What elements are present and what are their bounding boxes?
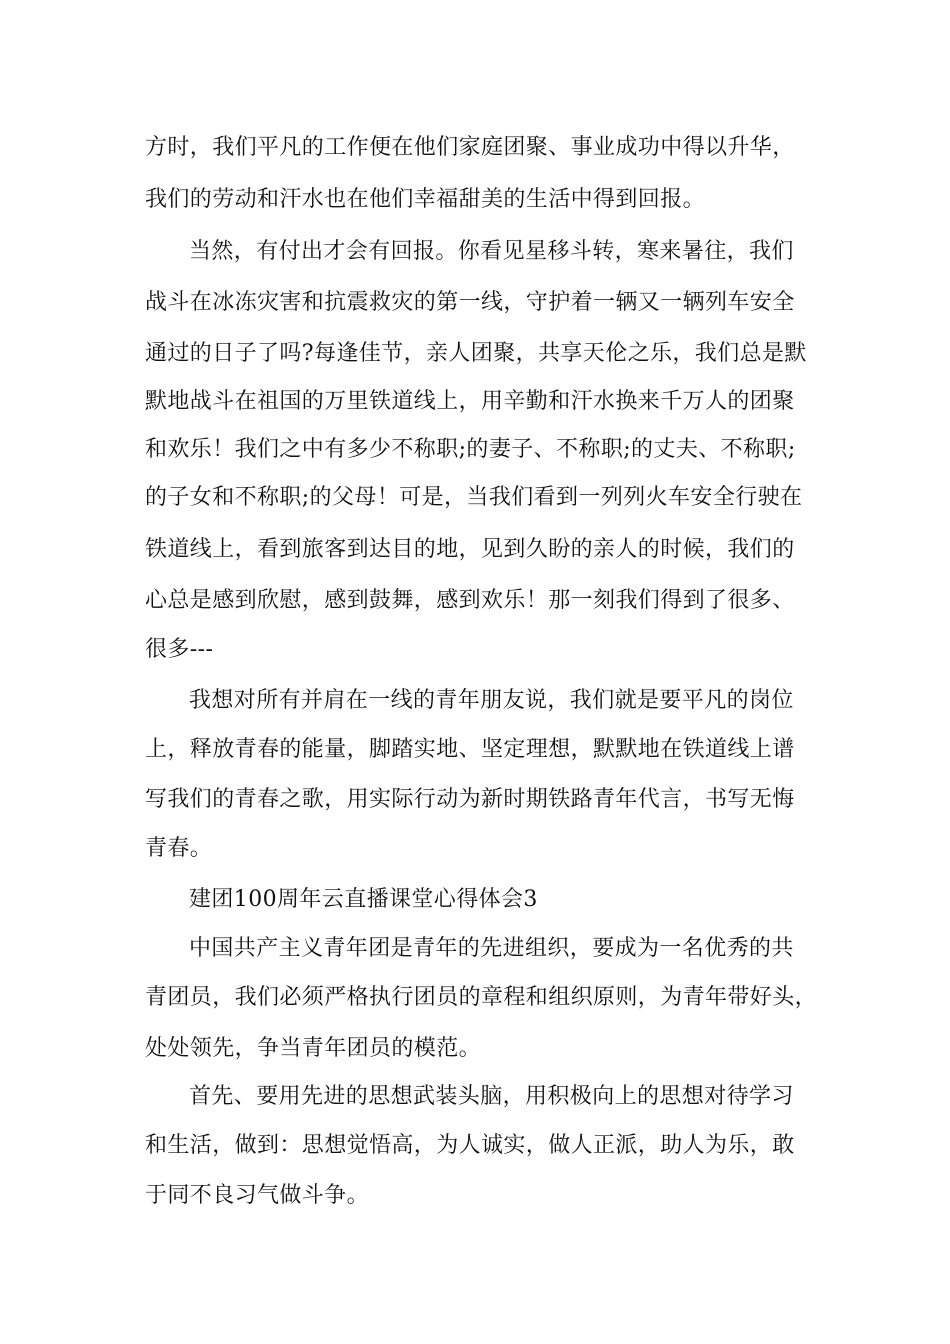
text-line: 青春。 (145, 836, 213, 861)
text-line: 我们的劳动和汗水也在他们幸福甜美的生活中得到回报。 (145, 187, 706, 212)
text-line: 和生活，做到：思想觉悟高，为人诚实，做人正派，助人为乐，敢 (145, 1133, 795, 1158)
text-line: 的子女和不称职;的父母！可是，当我们看到一列列火车安全行驶在 (145, 485, 803, 510)
text-line: 通过的日子了吗?每逢佳节，亲人团聚，共享天伦之乐，我们总是默 (145, 341, 807, 366)
text-line: 青团员，我们必须严格执行团员的章程和组织原则，为青年带好头， (145, 985, 818, 1010)
paragraph-start-line: 中国共产主义青年团是青年的先进组织，要成为一名优秀的共 (189, 936, 794, 961)
text-line: 写我们的青春之歌，用实际行动为新时期铁路青年代言，书写无悔 (145, 787, 795, 812)
paragraph-start-line: 我想对所有并肩在一线的青年朋友说，我们就是要平凡的岗位 (189, 688, 794, 713)
text-line: 上，释放青春的能量，脚踏实地、坚定理想，默默地在铁道线上谱 (145, 737, 795, 762)
paragraph-start-line: 首先、要用先进的思想武装头脑，用积极向上的思想对待学习 (189, 1084, 794, 1109)
text-line: 和欢乐！我们之中有多少不称职;的妻子、不称职;的丈夫、不称职; (145, 437, 796, 462)
text-line: 于同不良习气做斗争。 (145, 1183, 370, 1208)
text-line: 很多--- (145, 637, 214, 662)
text-line: 方时，我们平凡的工作便在他们家庭团聚、事业成功中得以升华， (145, 135, 795, 160)
text-line: 默地战斗在祖国的万里铁道线上，用辛勤和汗水换来千万人的团聚 (145, 389, 795, 414)
section-heading: 建团100周年云直播课堂心得体会3 (189, 887, 538, 912)
text-line: 心总是感到欣慰，感到鼓舞，感到欢乐！那一刻我们得到了很多、 (145, 588, 795, 613)
paragraph-start-line: 当然，有付出才会有回报。你看见星移斗转，寒来暑往，我们 (189, 239, 794, 264)
text-line: 铁道线上，看到旅客到达目的地，见到久盼的亲人的时候，我们的 (145, 537, 795, 562)
text-line: 处处领先，争当青年团员的模范。 (145, 1036, 482, 1061)
text-line: 战斗在冰冻灾害和抗震救灾的第一线，守护着一辆又一辆列车安全 (145, 290, 795, 315)
